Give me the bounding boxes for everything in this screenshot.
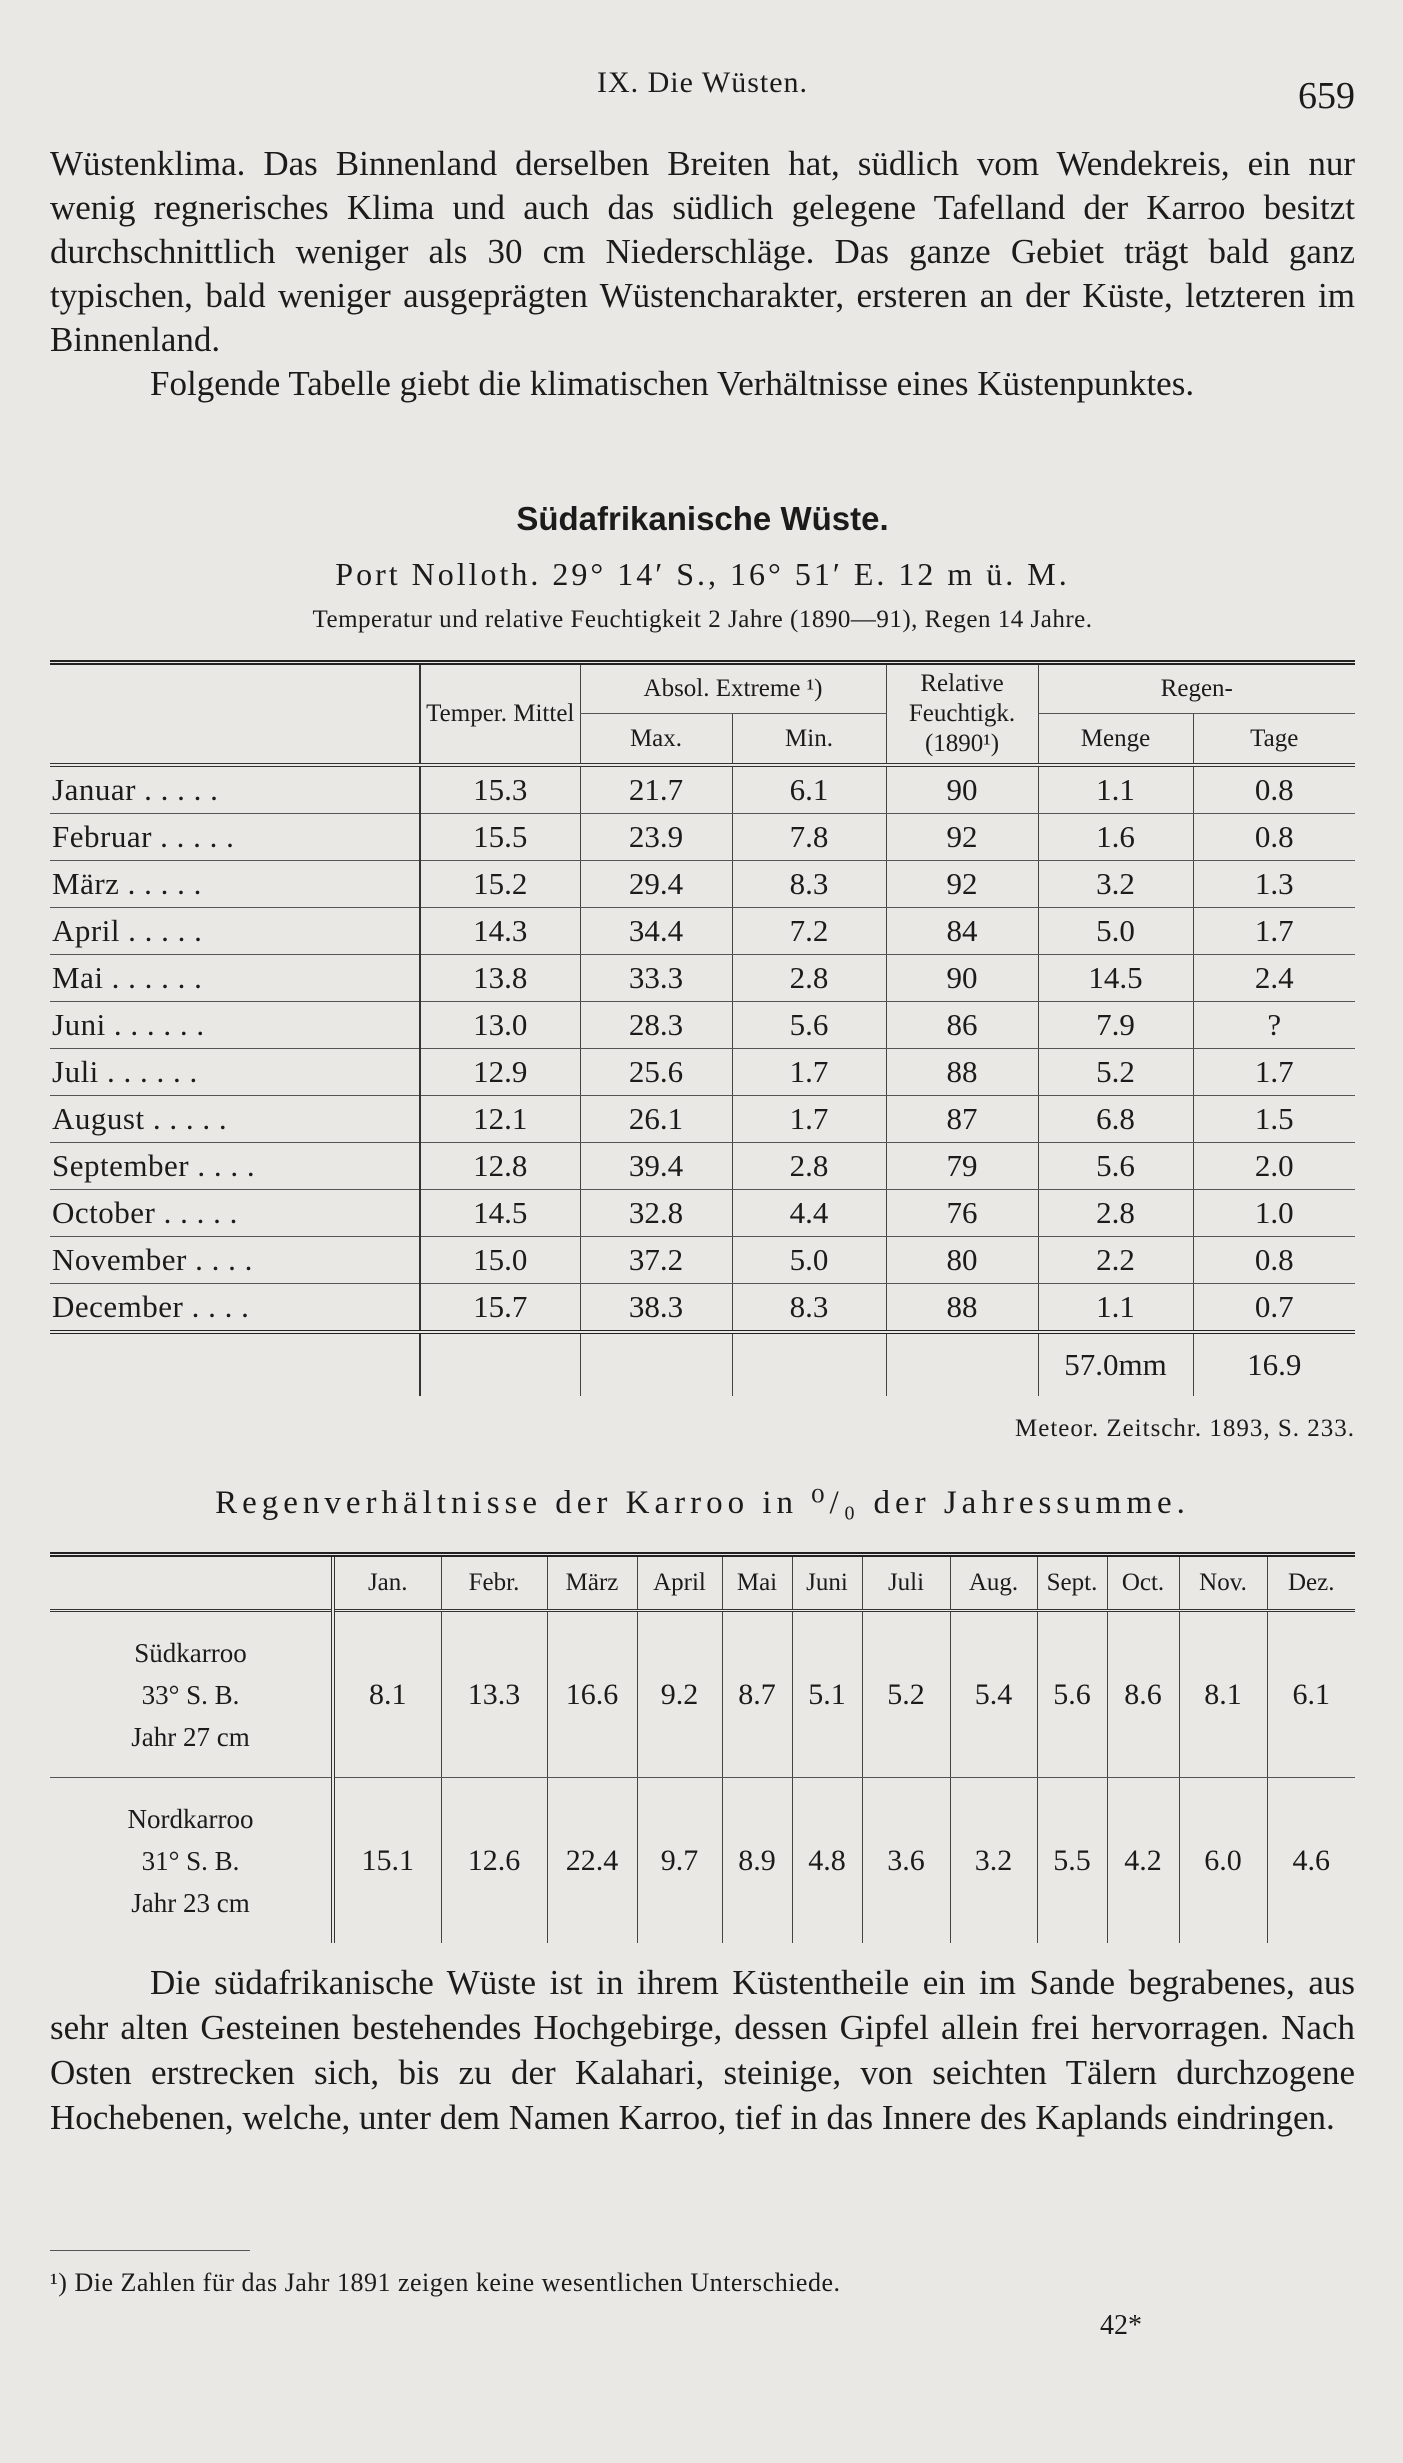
month-cell: Januar . . . . . <box>50 765 420 814</box>
rain-days-cell: 1.7 <box>1193 908 1355 955</box>
totals-empty <box>420 1332 580 1396</box>
region-name: Nordkarroo <box>127 1803 254 1834</box>
humidity-cell: 92 <box>886 861 1038 908</box>
month-cell: Mai . . . . . . <box>50 955 420 1002</box>
max-cell: 32.8 <box>580 1190 732 1237</box>
percent-cell: 5.5 <box>1037 1778 1107 1944</box>
rain-days-cell: 0.8 <box>1193 814 1355 861</box>
rain-amount-cell: 5.6 <box>1038 1143 1193 1190</box>
humidity-cell: 84 <box>886 908 1038 955</box>
percent-cell: 5.2 <box>862 1611 950 1778</box>
min-cell: 7.2 <box>732 908 886 955</box>
table1-subtitle: Temperatur und relative Feuchtigkeit 2 Jahre (1890—91), Regen 14 Jahre. <box>312 606 1093 633</box>
rain-days-cell: 2.4 <box>1193 955 1355 1002</box>
month-cell: März . . . . . <box>50 861 420 908</box>
totals-empty <box>580 1332 732 1396</box>
station-line: Port Nolloth. 29° 14′ S., 16° 51′ E. 12 m ü. M. <box>335 556 1070 592</box>
table-row <box>50 955 1355 1002</box>
percent-cell: 13.3 <box>441 1611 547 1778</box>
min-cell: 2.8 <box>732 1143 886 1190</box>
rain-days-cell: 1.3 <box>1193 861 1355 908</box>
page-number: 659 <box>1298 75 1355 117</box>
closing-text <box>50 1960 1355 2140</box>
table-row <box>50 814 1355 861</box>
header-max: Max. <box>580 714 732 765</box>
temp-cell: 15.3 <box>420 765 580 814</box>
header-temp: Temper. Mittel <box>420 665 580 765</box>
month-cell: August . . . . . <box>50 1096 420 1143</box>
month-header: März <box>547 1557 637 1611</box>
rain-days-cell: 0.7 <box>1193 1284 1355 1333</box>
percent-cell: 8.7 <box>722 1611 792 1778</box>
month-header: Febr. <box>441 1557 547 1611</box>
percent-cell: 16.6 <box>547 1611 637 1778</box>
climate-table <box>50 660 1355 1396</box>
rain-amount-cell: 5.2 <box>1038 1049 1193 1096</box>
rain-amount-cell: 3.2 <box>1038 861 1193 908</box>
percent-cell: 12.6 <box>441 1778 547 1944</box>
percent-cell: 9.2 <box>637 1611 722 1778</box>
table-row <box>50 1096 1355 1143</box>
temp-cell: 12.8 <box>420 1143 580 1190</box>
min-cell: 7.8 <box>732 814 886 861</box>
temp-cell: 12.9 <box>420 1049 580 1096</box>
region-annual-rain: Jahr 23 cm <box>131 1887 250 1918</box>
min-cell: 1.7 <box>732 1049 886 1096</box>
karroo-rain-table <box>50 1552 1355 1943</box>
humidity-cell: 90 <box>886 765 1038 814</box>
region-latitude: 33° S. B. <box>141 1679 240 1710</box>
footnote: ¹) Die Zahlen für das Jahr 1891 zeigen keine wesentlichen Unterschiede. <box>50 2268 841 2297</box>
source-citation: Meteor. Zeitschr. 1893, S. 233. <box>1015 1415 1355 1442</box>
rain-amount-cell: 1.6 <box>1038 814 1193 861</box>
min-cell: 8.3 <box>732 1284 886 1333</box>
table-row <box>50 1611 1355 1778</box>
totals-empty <box>732 1332 886 1396</box>
max-cell: 26.1 <box>580 1096 732 1143</box>
temp-cell: 12.1 <box>420 1096 580 1143</box>
rain-days-cell: ? <box>1193 1002 1355 1049</box>
temp-cell: 14.3 <box>420 908 580 955</box>
header-absol: Absol. Extreme ¹) <box>580 665 886 714</box>
table-row <box>50 908 1355 955</box>
total-rain-amount: 57.0mm <box>1038 1332 1193 1396</box>
humidity-cell: 90 <box>886 955 1038 1002</box>
intro-text <box>50 142 1355 406</box>
min-cell: 6.1 <box>732 765 886 814</box>
percent-cell: 8.6 <box>1107 1611 1179 1778</box>
chapter-title: IX. Die Wüsten. <box>596 66 809 99</box>
percent-cell: 22.4 <box>547 1778 637 1944</box>
header-tage: Tage <box>1193 714 1355 765</box>
table-row <box>50 861 1355 908</box>
humidity-cell: 87 <box>886 1096 1038 1143</box>
header-menge: Menge <box>1038 714 1193 765</box>
temp-cell: 15.0 <box>420 1237 580 1284</box>
percent-cell: 4.6 <box>1267 1778 1355 1944</box>
table-row <box>50 765 1355 814</box>
header-region <box>50 1557 333 1611</box>
header-min: Min. <box>732 714 886 765</box>
humidity-cell: 88 <box>886 1049 1038 1096</box>
percent-cell: 8.9 <box>722 1778 792 1944</box>
month-cell: Juli . . . . . . <box>50 1049 420 1096</box>
running-header <box>50 58 1355 117</box>
totals-row <box>50 1332 1355 1396</box>
rain-amount-cell: 1.1 <box>1038 1284 1193 1333</box>
max-cell: 29.4 <box>580 861 732 908</box>
temp-cell: 14.5 <box>420 1190 580 1237</box>
temp-cell: 15.7 <box>420 1284 580 1333</box>
max-cell: 38.3 <box>580 1284 732 1333</box>
table1-title: Südafrikanische Wüste. <box>516 500 889 537</box>
humidity-cell: 86 <box>886 1002 1038 1049</box>
min-cell: 2.8 <box>732 955 886 1002</box>
book-page <box>50 0 1355 2463</box>
table-row <box>50 1778 1355 1944</box>
percent-cell: 5.1 <box>792 1611 862 1778</box>
max-cell: 39.4 <box>580 1143 732 1190</box>
min-cell: 4.4 <box>732 1190 886 1237</box>
percent-cell: 8.1 <box>1179 1611 1267 1778</box>
signature-mark: 42* <box>1100 2310 1142 2341</box>
min-cell: 1.7 <box>732 1096 886 1143</box>
total-rain-days: 16.9 <box>1193 1332 1355 1396</box>
region-annual-rain: Jahr 27 cm <box>131 1721 250 1752</box>
max-cell: 37.2 <box>580 1237 732 1284</box>
month-cell: November . . . . <box>50 1237 420 1284</box>
month-header: Dez. <box>1267 1557 1355 1611</box>
region-latitude: 31° S. B. <box>141 1845 240 1876</box>
percent-cell: 3.6 <box>862 1778 950 1944</box>
temp-cell: 13.0 <box>420 1002 580 1049</box>
month-header: Mai <box>722 1557 792 1611</box>
percent-cell: 8.1 <box>333 1611 441 1778</box>
month-cell: October . . . . . <box>50 1190 420 1237</box>
min-cell: 5.0 <box>732 1237 886 1284</box>
percent-cell: 15.1 <box>333 1778 441 1944</box>
percent-cell: 9.7 <box>637 1778 722 1944</box>
humidity-cell: 80 <box>886 1237 1038 1284</box>
temp-cell: 15.5 <box>420 814 580 861</box>
temp-cell: 15.2 <box>420 861 580 908</box>
rain-amount-cell: 14.5 <box>1038 955 1193 1002</box>
rain-days-cell: 0.8 <box>1193 1237 1355 1284</box>
table-row <box>50 1237 1355 1284</box>
table-row <box>50 1002 1355 1049</box>
month-header: Aug. <box>950 1557 1037 1611</box>
rain-days-cell: 1.0 <box>1193 1190 1355 1237</box>
month-header: Sept. <box>1037 1557 1107 1611</box>
percent-cell: 6.0 <box>1179 1778 1267 1944</box>
month-header: Jan. <box>333 1557 441 1611</box>
climate-table-grid <box>50 665 1355 1396</box>
percent-cell: 5.6 <box>1037 1611 1107 1778</box>
max-cell: 21.7 <box>580 765 732 814</box>
humidity-cell: 92 <box>886 814 1038 861</box>
header-blank <box>50 665 420 765</box>
month-header: Oct. <box>1107 1557 1179 1611</box>
table-row <box>50 1143 1355 1190</box>
min-cell: 8.3 <box>732 861 886 908</box>
intro-paragraph-1: Wüstenklima. Das Binnenland derselben Breiten hat, südlich vom Wendekreis, ein nur wenig regnerisches Klima und auch das südlich gelegene Tafelland der Karroo besitzt durchschnittlich weniger als 30 cm Niederschläge. Das ganze Gebiet trägt bald ganz typischen, bald weniger ausgeprägten Wüstencharakter, ersteren an der Küste, letzteren im Binnenland. <box>50 144 1355 359</box>
percent-cell: 6.1 <box>1267 1611 1355 1778</box>
humidity-cell: 76 <box>886 1190 1038 1237</box>
region-cell <box>50 1611 333 1778</box>
month-cell: April . . . . . <box>50 908 420 955</box>
month-header: April <box>637 1557 722 1611</box>
rain-days-cell: 1.7 <box>1193 1049 1355 1096</box>
percent-cell: 4.2 <box>1107 1778 1179 1944</box>
month-cell: December . . . . <box>50 1284 420 1333</box>
month-cell: Juni . . . . . . <box>50 1002 420 1049</box>
month-cell: September . . . . <box>50 1143 420 1190</box>
table-row <box>50 1284 1355 1333</box>
humidity-cell: 79 <box>886 1143 1038 1190</box>
karroo-rain-grid <box>50 1557 1355 1943</box>
max-cell: 28.3 <box>580 1002 732 1049</box>
rain-amount-cell: 2.8 <box>1038 1190 1193 1237</box>
month-header: Juni <box>792 1557 862 1611</box>
rain-amount-cell: 2.2 <box>1038 1237 1193 1284</box>
rain-days-cell: 1.5 <box>1193 1096 1355 1143</box>
closing-paragraph: Die südafrikanische Wüste ist in ihrem Küstentheile ein im Sande begrabenes, aus sehr alten Gesteinen bestehendes Hochgebirge, dessen Gipfel allein frei hervorragen. Nach Osten erstrecken sich, bis zu der Kalahari, steinige, von seichten Tälern durchzogene Hochebenen, welche, unter dem Namen Karroo, tief in das Innere des Kaplands eindringen. <box>50 1963 1355 2137</box>
region-name: Südkarroo <box>134 1637 247 1668</box>
temp-cell: 13.8 <box>420 955 580 1002</box>
max-cell: 33.3 <box>580 955 732 1002</box>
min-cell: 5.6 <box>732 1002 886 1049</box>
rain-amount-cell: 7.9 <box>1038 1002 1193 1049</box>
percent-cell: 3.2 <box>950 1778 1037 1944</box>
rain-days-cell: 2.0 <box>1193 1143 1355 1190</box>
month-cell: Februar . . . . . <box>50 814 420 861</box>
rain-amount-cell: 5.0 <box>1038 908 1193 955</box>
rain-amount-cell: 1.1 <box>1038 765 1193 814</box>
intro-paragraph-2: Folgende Tabelle giebt die klimatischen Verhältnisse eines Küstenpunktes. <box>150 364 1195 403</box>
region-cell <box>50 1778 333 1944</box>
max-cell: 23.9 <box>580 814 732 861</box>
humidity-cell: 88 <box>886 1284 1038 1333</box>
table-row <box>50 1190 1355 1237</box>
table2-title: Regenverhältnisse der Karroo in ⁰/₀ der Jahressumme. <box>215 1485 1190 1521</box>
month-header: Nov. <box>1179 1557 1267 1611</box>
totals-empty <box>886 1332 1038 1396</box>
table-row <box>50 1049 1355 1096</box>
header-humidity: Relative Feuchtigk. (1890¹) <box>886 665 1038 765</box>
max-cell: 25.6 <box>580 1049 732 1096</box>
footnote-rule <box>50 2250 250 2251</box>
month-header: Juli <box>862 1557 950 1611</box>
totals-blank <box>50 1332 420 1396</box>
max-cell: 34.4 <box>580 908 732 955</box>
rain-amount-cell: 6.8 <box>1038 1096 1193 1143</box>
percent-cell: 4.8 <box>792 1778 862 1944</box>
rain-days-cell: 0.8 <box>1193 765 1355 814</box>
percent-cell: 5.4 <box>950 1611 1037 1778</box>
header-rain: Regen- <box>1038 665 1355 714</box>
